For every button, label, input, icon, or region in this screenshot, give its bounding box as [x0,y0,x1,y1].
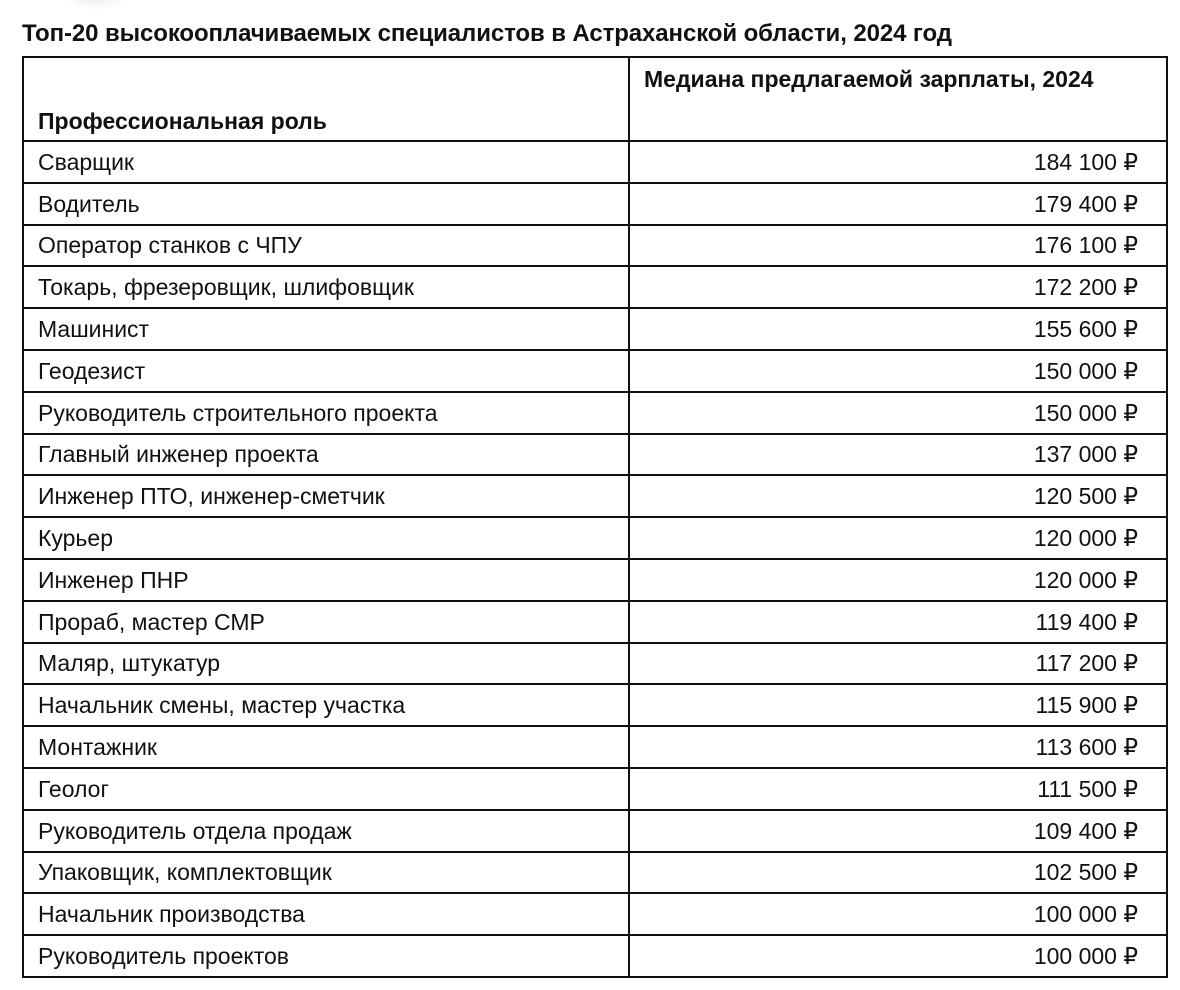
table-row [23,601,1167,643]
table-row [23,517,1167,559]
salary-cell: 102 500 ₽ [629,852,1167,894]
role-cell: Начальник производства [23,893,629,935]
table-row [23,392,1167,434]
table-row [23,350,1167,392]
role-cell: Токарь, фрезеровщик, шлифовщик [23,266,629,308]
role-cell: Монтажник [23,726,629,768]
role-cell: Геодезист [23,350,629,392]
salary-cell: 176 100 ₽ [629,225,1167,267]
table-row [23,726,1167,768]
table-row [23,768,1167,810]
role-cell: Руководитель проектов [23,935,629,977]
role-cell: Руководитель отдела продаж [23,810,629,852]
table-row [23,183,1167,225]
table-row [23,643,1167,685]
role-cell: Водитель [23,183,629,225]
salary-cell: 155 600 ₽ [629,308,1167,350]
salary-cell: 100 000 ₽ [629,935,1167,977]
table-row [23,475,1167,517]
role-cell: Начальник смены, мастер участка [23,684,629,726]
salary-cell: 111 500 ₽ [629,768,1167,810]
salary-cell: 120 000 ₽ [629,559,1167,601]
salary-cell: 117 200 ₽ [629,643,1167,685]
role-cell: Сварщик [23,141,629,183]
table-row [23,893,1167,935]
salary-cell: 119 400 ₽ [629,601,1167,643]
role-cell: Маляр, штукатур [23,643,629,685]
role-cell: Курьер [23,517,629,559]
page-title: Топ-20 высокооплачиваемых специалистов в Астраханской области, 2024 год [22,20,952,47]
table-row [23,810,1167,852]
table-row [23,559,1167,601]
role-cell: Геолог [23,768,629,810]
role-cell: Прораб, мастер СМР [23,601,629,643]
table-header-row [23,57,1167,141]
salary-cell: 179 400 ₽ [629,183,1167,225]
salary-cell: 150 000 ₽ [629,350,1167,392]
column-header-salary: Медиана предлагаемой зарплаты, 2024 [629,57,1167,141]
role-cell: Инженер ПНР [23,559,629,601]
table-row [23,266,1167,308]
salary-cell: 120 000 ₽ [629,517,1167,559]
column-header-role: Профессиональная роль [23,57,629,141]
corner-blur-artifact [60,0,130,10]
role-cell: Упаковщик, комплектовщик [23,852,629,894]
role-cell: Руководитель строительного проекта [23,392,629,434]
role-cell: Инженер ПТО, инженер-сметчик [23,475,629,517]
role-cell: Главный инженер проекта [23,434,629,476]
salary-cell: 172 200 ₽ [629,266,1167,308]
salary-cell: 150 000 ₽ [629,392,1167,434]
salary-cell: 109 400 ₽ [629,810,1167,852]
salary-cell: 137 000 ₽ [629,434,1167,476]
salary-cell: 184 100 ₽ [629,141,1167,183]
salary-table [22,56,1168,978]
salary-cell: 100 000 ₽ [629,893,1167,935]
table-row [23,434,1167,476]
role-cell: Оператор станков с ЧПУ [23,225,629,267]
salary-cell: 115 900 ₽ [629,684,1167,726]
salary-cell: 120 500 ₽ [629,475,1167,517]
table-row [23,852,1167,894]
table-row [23,935,1167,977]
table-row [23,141,1167,183]
table-row [23,684,1167,726]
table-row [23,225,1167,267]
role-cell: Машинист [23,308,629,350]
salary-cell: 113 600 ₽ [629,726,1167,768]
table-row [23,308,1167,350]
